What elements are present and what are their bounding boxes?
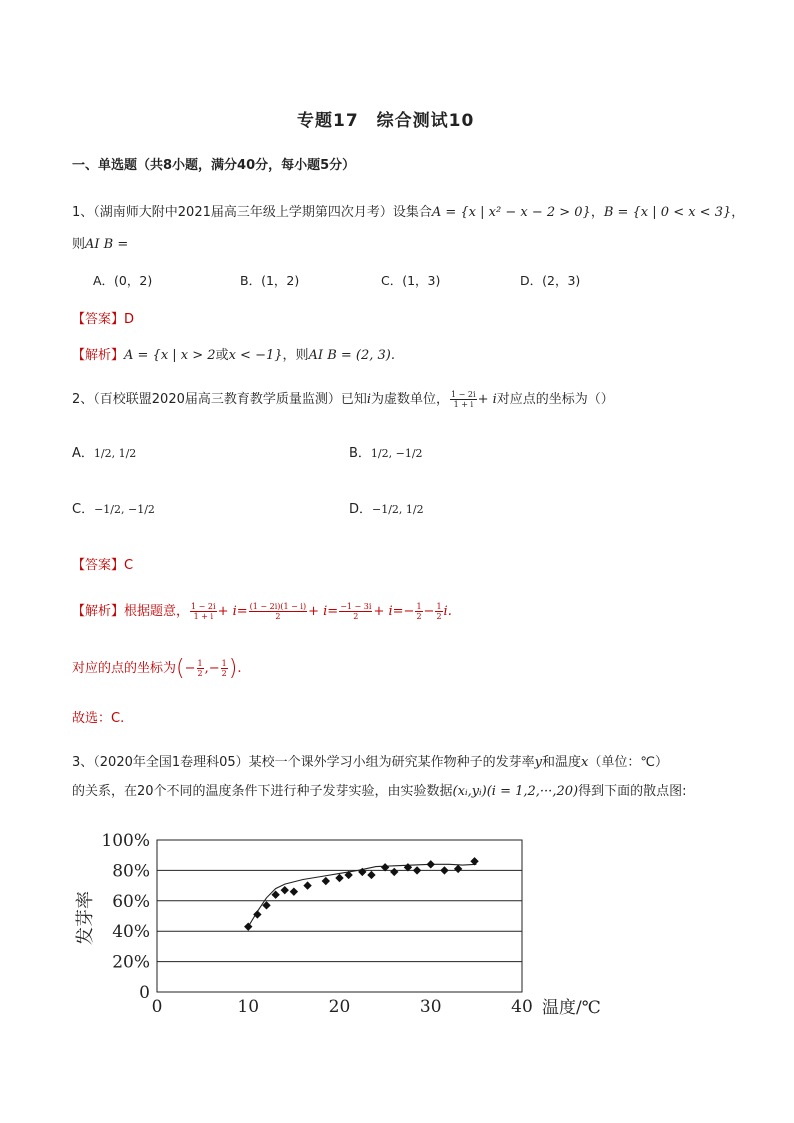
data-point — [454, 865, 462, 873]
q1-answer — [72, 308, 134, 327]
q3-line1-c: （单位：℃） — [588, 755, 668, 770]
sol-fraction-half-2 — [435, 602, 442, 621]
option-label: C． — [72, 502, 95, 517]
option-label: A． — [72, 446, 94, 461]
data-point — [290, 887, 298, 895]
x-tick-label: 40 — [511, 997, 533, 1017]
q2-option-d — [349, 498, 424, 517]
sol-fraction-3 — [339, 602, 372, 621]
q1-option-d: D．(2，3) — [520, 273, 581, 288]
fraction-numerator: 1 — [197, 659, 203, 668]
fraction-denominator: 2 — [436, 612, 442, 621]
period: . — [237, 661, 242, 676]
fraction-numerator: −1 − 3i — [340, 602, 372, 611]
q2-option-b-value: 1/2, −1/2 — [370, 447, 423, 460]
y-tick-label: 60% — [112, 891, 150, 912]
q1-option-c: C．(1，3) — [381, 273, 441, 288]
q3-line2-math: (xᵢ,yᵢ)(i = 1,2,···,20) — [452, 784, 579, 799]
sol-fraction-2 — [249, 602, 307, 621]
sol-fraction-1 — [190, 602, 217, 621]
q1-option-b: B．(1，2) — [240, 273, 300, 288]
fraction-numerator: 1 — [436, 602, 442, 611]
q2-option-a-value: 1/2, 1/2 — [93, 447, 137, 460]
q1-line2-math: AI B = — [85, 237, 129, 252]
fraction-denominator: 2 — [416, 612, 422, 621]
q2-stem-mid: 为虚数单位， — [371, 392, 450, 407]
equals: = — [392, 604, 404, 619]
plot-frame — [157, 840, 522, 992]
q2-stem — [72, 388, 614, 409]
q2-stem-prefix: 2、（百校联盟2020届高三教育教学质量监测）已知 — [72, 392, 367, 407]
q1-stem-prefix: 1、（湖南师大附中2021届高三年级上学期第四次月考）设集合 — [72, 205, 432, 220]
plus-i: + i — [308, 604, 328, 619]
q2-stem-fraction — [450, 390, 477, 409]
fraction-denominator: 2 — [221, 669, 227, 678]
option-label: B． — [349, 446, 371, 461]
q2-option-d-value: −1/2, 1/2 — [372, 503, 424, 516]
fraction-numerator: 1 — [416, 602, 422, 611]
section-heading: 一、单选题（共8小题，满分40分，每小题5分） — [72, 158, 356, 173]
minus: − — [208, 661, 220, 676]
answer-value: D — [124, 312, 135, 327]
answer-label: 【答案】 — [72, 558, 125, 573]
q1-line2-text: 则 — [72, 237, 86, 252]
q3-x: x — [581, 755, 589, 770]
y-tick-label: 40% — [112, 922, 150, 943]
q1-analysis-math3: AI B = (2, 3). — [308, 348, 395, 363]
data-point — [427, 860, 435, 868]
fraction-numerator: (1 − 2i)(1 − i) — [249, 602, 307, 611]
page-title: 专题17 综合测试10 — [297, 111, 475, 131]
data-point — [281, 886, 289, 894]
q2-i: i — [366, 392, 372, 407]
y-tick-label: 80% — [112, 861, 150, 882]
q1-stem — [72, 201, 744, 220]
fraction-numerator: 1 − 2i — [191, 602, 216, 611]
data-point — [322, 877, 330, 885]
data-point — [390, 868, 398, 876]
fraction-denominator: 2 — [275, 612, 281, 621]
minus: − — [423, 604, 435, 619]
minus: − — [403, 604, 415, 619]
data-point — [367, 871, 375, 879]
y-tick-label: 20% — [112, 952, 150, 973]
equals: = — [327, 604, 339, 619]
q2-answer — [72, 554, 133, 573]
q2-coordinate-line — [72, 656, 241, 681]
plus-i: + i — [217, 604, 237, 619]
q2-conclusion: 故选：C. — [72, 711, 125, 726]
data-point — [413, 866, 421, 874]
analysis-text: 根据题意， — [124, 604, 190, 619]
q3-line2 — [72, 780, 686, 799]
comma: , — [204, 661, 209, 676]
fraction-denominator: 1 + i — [193, 612, 214, 621]
q2-stem-tail: 对应点的坐标为（） — [496, 392, 614, 407]
option-label: D． — [349, 502, 373, 517]
q1-analysis — [72, 344, 395, 363]
q3-line1-text: 3、（2020年全国1卷理科05）某校一个课外学习小组为研究某作物种子的发芽率 — [72, 755, 535, 770]
data-point — [440, 866, 448, 874]
q2-option-b — [349, 442, 423, 461]
data-point — [244, 922, 252, 930]
y-tick-label: 0 — [139, 983, 150, 1003]
coord-x-fraction — [197, 659, 204, 678]
fraction-numerator: 1 − 2i — [451, 390, 476, 399]
equals: = — [236, 604, 248, 619]
y-axis-label: 发芽率 — [75, 891, 96, 945]
q2-analysis — [72, 600, 452, 621]
q2-plus-i: + i — [477, 392, 497, 407]
y-tick-label: 100% — [101, 831, 150, 851]
q1-tail: ， — [731, 205, 745, 220]
q3-line1 — [72, 751, 668, 770]
answer-value: C — [124, 558, 134, 573]
fraction-denominator: 2 — [353, 612, 359, 621]
fraction-denominator: 1 + i — [453, 400, 474, 409]
q3-line1-b: 和温度 — [542, 755, 582, 770]
data-point — [303, 881, 311, 889]
q2-option-c-value: −1/2, −1/2 — [94, 503, 155, 516]
x-tick-label: 0 — [151, 997, 163, 1017]
q1-set-b: B = {x | 0 < x < 3} — [603, 205, 732, 220]
q3-line2-tail: 得到下面的散点图: — [578, 784, 687, 799]
analysis-label: 【解析】 — [72, 348, 125, 363]
plus-i: + i — [373, 604, 393, 619]
q3-line2-text: 的关系，在20个不同的温度条件下进行种子发芽实验，由实验数据 — [72, 784, 453, 799]
q1-set-a: A = {x | x² − x − 2 > 0} — [431, 205, 591, 220]
analysis-label: 【解析】 — [72, 604, 125, 619]
end-i: i. — [443, 604, 452, 619]
q1-comma: ， — [590, 205, 604, 220]
coordinate-text: 对应的点的坐标为 — [72, 661, 177, 676]
coord-y-fraction — [221, 659, 228, 678]
q1-analysis-mid: ，则 — [282, 348, 309, 363]
q2-option-a — [72, 442, 136, 461]
x-tick-label: 30 — [419, 997, 442, 1017]
right-paren: ) — [228, 656, 238, 681]
sol-fraction-half — [415, 602, 422, 621]
data-point — [335, 874, 343, 882]
minus: − — [184, 661, 196, 676]
fraction-numerator: 1 — [221, 659, 227, 668]
x-axis-label: 温度/℃ — [542, 998, 601, 1018]
answer-label: 【答案】 — [72, 312, 125, 327]
x-tick-label: 10 — [237, 997, 260, 1017]
scatter-chart — [70, 823, 630, 1023]
x-tick-label: 20 — [328, 997, 351, 1017]
q3-y: y — [534, 755, 543, 770]
fraction-denominator: 2 — [197, 669, 203, 678]
q1-line2 — [72, 233, 128, 252]
q1-analysis-math2: x < −1} — [228, 348, 283, 363]
q1-analysis-or: 或 — [215, 348, 229, 363]
q2-option-c — [72, 498, 155, 517]
left-paren: ( — [176, 656, 185, 681]
q1-analysis-math1: A = {x | x > 2 — [124, 348, 216, 363]
q1-option-a: A．(0，2) — [93, 273, 153, 288]
